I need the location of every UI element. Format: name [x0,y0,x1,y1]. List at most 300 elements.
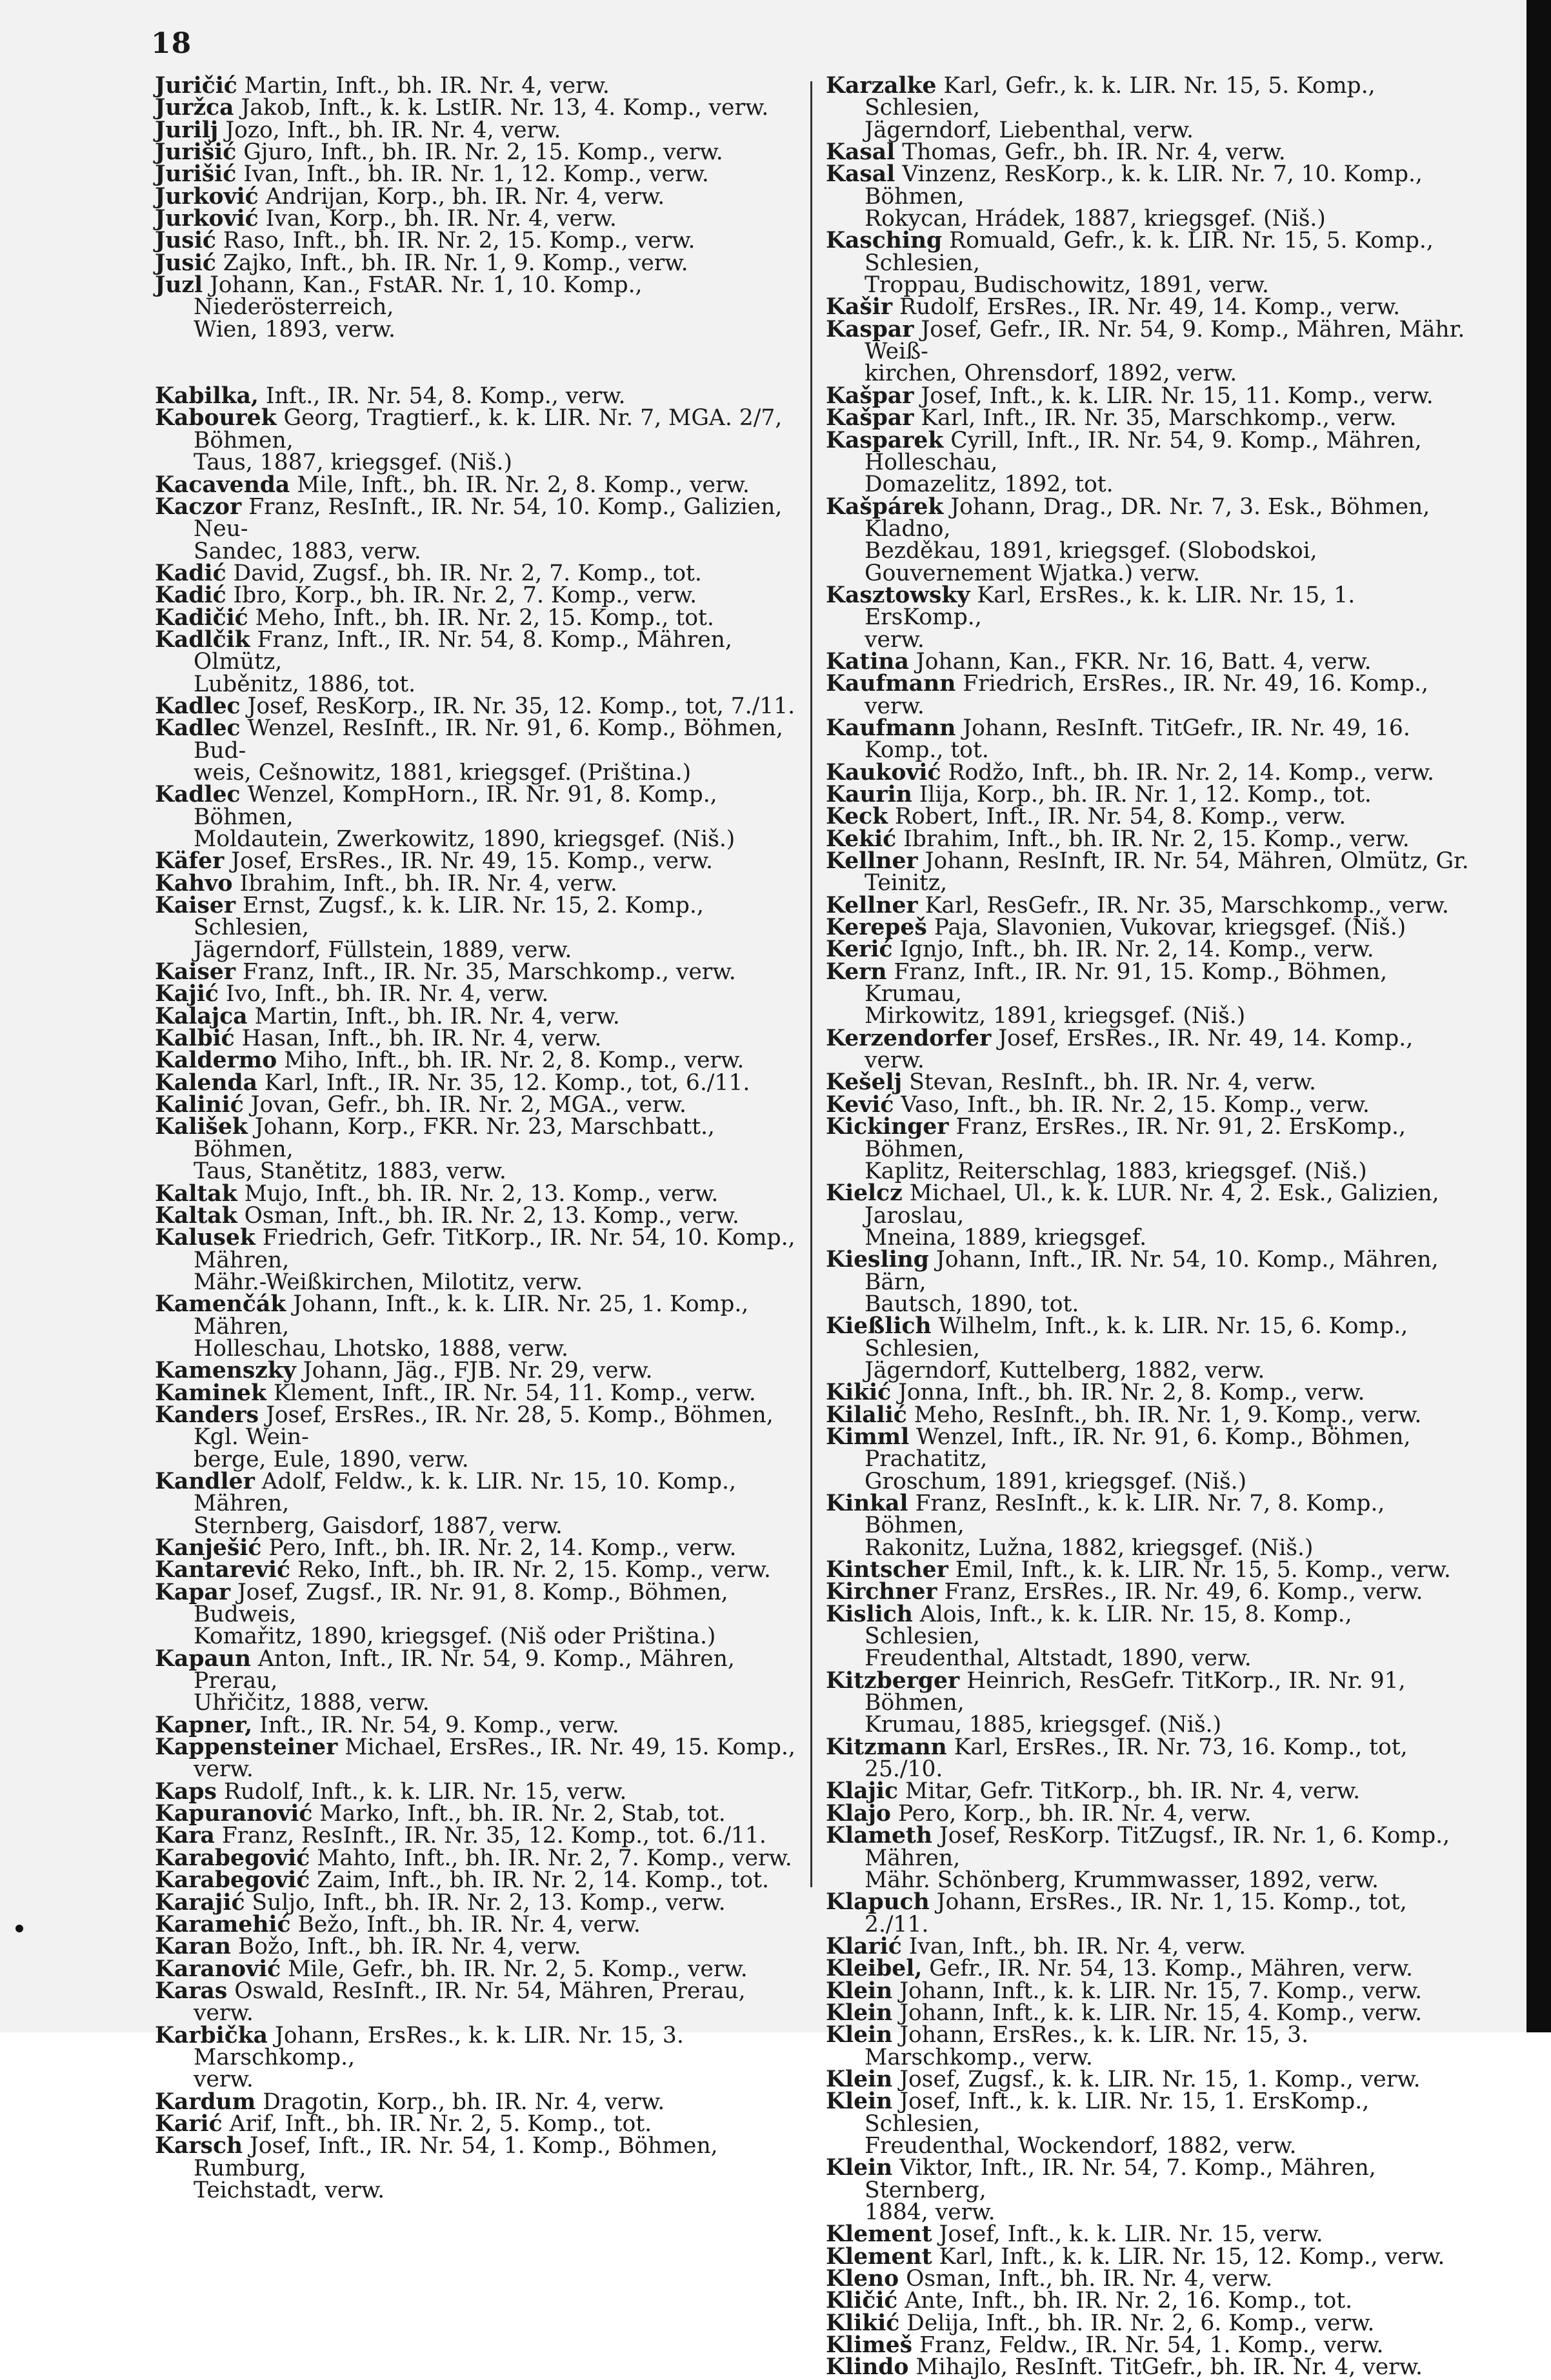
entry-surname: Klikić [826,2310,900,2336]
entry-surname: Karamehić [155,1911,291,1938]
entry-continuation: Domazelitz, 1892, tot. [865,471,1114,498]
list-entry [826,2312,1471,2334]
entry-surname: Kasal [826,139,896,166]
list-entry [826,892,1471,918]
entry-surname: Kević [826,1091,894,1118]
entry-details: Karl, Gefr., k. k. LIR. Nr. 15, 5. Komp., Schlesien, [865,73,1376,121]
entry-surname: Kadić [155,582,226,609]
list-entry [826,1956,1471,1982]
entry-surname: Kiesling [826,1247,929,1273]
entry-surname: Jurilj [155,117,219,143]
entry-details: Mahto, Inft., bh. IR. Nr. 2, 7. Komp., verw. [310,1845,792,1871]
entry-details: Josef, ErsRes., IR. Nr. 28, 5. Komp., Böhmen, Kgl. Wein- [194,1402,774,1451]
entry-continuation: Freudenthal, Altstadt, 1890, verw. [865,1645,1252,1672]
list-entry [826,2268,1471,2290]
entry-continuation: Mähr.-Weißkirchen, Milotitz, verw. [194,1269,583,1295]
list-entry [826,2157,1471,2223]
entry-surname: Kaiser [155,959,235,986]
entry-details: Paja, Slavonien, Vukovar, kriegsgef. (Niš.) [926,915,1406,941]
scan-edge [1526,0,1551,2032]
entry-details: Romuald, Gefr., k. k. LIR. Nr. 15, 5. Komp., Schlesien, [865,228,1434,276]
entry-surname: Kasztowsky [826,582,970,608]
list-entry [155,230,800,252]
list-entry [826,648,1471,675]
entry-details: Osman, Inft., bh. IR. Nr. 4, verw. [899,2266,1273,2292]
list-entry [826,493,1471,586]
entry-surname: Kardum [155,2088,256,2115]
entry-surname: Kamenszky [155,1358,296,1384]
entry-details: Cyrill, Inft., IR. Nr. 54, 9. Komp., Mähren, Holleschau, [865,427,1422,475]
column-divider [810,81,812,1887]
entry-surname: Kadlčik [155,626,250,653]
list-entry [155,562,800,584]
entry-details: Ante, Inft., bh. IR. Nr. 2, 16. Komp., tot. [897,2288,1353,2314]
entry-surname: Kahvo [155,870,233,897]
entry-surname: Jusić [155,250,216,276]
entry-details: Johann, Inft., k. k. LIR. Nr. 15, 7. Komp., verw. [892,1978,1423,2004]
list-entry [155,2022,800,2093]
entry-details: Vinzenz, ResKorp., k. k. LIR. Nr. 7, 10. Komp., Böhmen, [865,161,1423,210]
list-entry [826,1825,1471,1891]
left-column [155,75,800,2201]
list-entry [826,584,1471,651]
list-entry [826,937,1471,963]
entry-details: Wenzel, Inft., IR. Nr. 91, 6. Komp., Böhmen, Prachatitz, [865,1423,1411,1473]
list-entry [826,717,1471,762]
entry-details: Karl, Inft., IR. Nr. 35, 12. Komp., tot, 6./11. [257,1069,750,1096]
entry-details: Josef, ResKorp., IR. Nr. 35, 12. Komp., tot, 7./11. [240,693,796,719]
list-entry [155,1958,800,1980]
entry-continuation: Troppau, Budischowitz, 1891, verw. [865,272,1269,299]
entry-surname: Klimeš [826,2332,913,2359]
list-entry [826,1249,1471,1315]
entry-details: David, Zugsf., bh. IR. Nr. 2, 7. Komp., tot. [226,560,702,586]
list-entry [155,2135,800,2201]
entry-details: Karl, Inft., IR. Nr. 35, Marschkomp., verw. [914,405,1397,431]
entry-details: Martin, Inft., bh. IR. Nr. 4, verw. [237,73,610,99]
entry-surname: Kapuranović [155,1801,313,1827]
list-entry [826,75,1471,141]
entry-surname: Kaminek [155,1380,266,1406]
entry-surname: Juzl [155,272,203,299]
entry-details: Josef, Inft., k. k. LIR. Nr. 15, 1. ErsKomp., Schlesien, [865,2088,1370,2137]
entry-details: Josef, Gefr., IR. Nr. 54, 9. Komp., Mähren, Mähr. Weiß- [865,316,1465,365]
entry-continuation: Luběnitz, 1886, tot. [194,671,416,697]
entry-surname: Kaspar [826,316,914,342]
list-entry [826,1778,1471,1805]
list-entry [826,915,1471,941]
list-entry [826,958,1471,1029]
entry-surname: Jurković [155,206,259,232]
entry-details: Karl, ResGefr., IR. Nr. 35, Marschkomp., verw. [917,892,1449,918]
entry-details: Jakob, Inft., k. k. LstIR. Nr. 13, 4. Komp., verw. [234,95,769,121]
entry-continuation: kirchen, Ohrensdorf, 1892, verw. [865,361,1237,387]
list-entry [826,1069,1471,1096]
entry-surname: Kadlec [155,715,241,742]
list-entry [826,1933,1471,1959]
entry-details: Franz, ResInft., IR. Nr. 35, 12. Komp., tot. 6./11. [214,1823,766,1849]
list-entry [826,1800,1471,1827]
list-entry [155,1559,800,1581]
entry-surname: Klindo [826,2354,909,2380]
entry-continuation: Taus, 1887, kriegsgef. (Niš.) [194,450,512,476]
entry-details: Ivan, Inft., bh. IR. Nr. 1, 12. Komp., verw. [236,161,709,188]
list-entry [155,97,800,119]
entry-surname: Kellner [826,892,918,918]
entry-details: Raso, Inft., bh. IR. Nr. 2, 15. Komp., verw. [215,228,695,254]
list-entry [826,294,1471,321]
list-entry [826,427,1471,498]
list-entry [826,1559,1471,1581]
entry-details: Emil, Inft., k. k. LIR. Nr. 15, 5. Komp., verw. [948,1557,1451,1583]
entry-surname: Jurković [155,183,259,210]
list-entry [155,895,800,961]
entry-continuation: 1884, verw. [865,2199,996,2225]
entry-details: Ilija, Korp., bh. IR. Nr. 1, 12. Komp., tot. [912,782,1372,808]
list-entry [155,870,800,897]
list-entry [155,1778,800,1805]
list-entry [826,407,1471,429]
entry-surname: Kauković [826,759,941,786]
entry-continuation: Bautsch, 1890, tot. [865,1291,1079,1317]
entry-details: Mile, Inft., bh. IR. Nr. 2, 8. Komp., verw. [290,471,750,498]
list-entry [826,1581,1471,1603]
entry-details: Pero, Korp., bh. IR. Nr. 4, verw. [890,1800,1252,1827]
entry-surname: Kalinić [155,1092,244,1118]
list-entry [155,75,800,97]
list-entry [155,2110,800,2137]
entry-details: Johann, ErsRes., k. k. LIR. Nr. 15, 3. Marschkomp., [194,2022,684,2070]
entry-surname: Kellner [826,848,918,875]
entry-details: Ignjo, Inft., bh. IR. Nr. 2, 14. Komp., verw. [892,937,1374,963]
list-entry [155,208,800,230]
entry-surname: Kleno [826,2266,899,2292]
entry-continuation: Jägerndorf, Kuttelberg, 1882, verw. [865,1357,1265,1383]
entry-surname: Klarić [826,1933,902,1959]
entry-surname: Karsch [155,2133,243,2159]
list-entry [155,1736,800,1781]
entry-details: Mihajlo, ResInft. TitGefr., bh. IR. Nr. 4, verw. [908,2354,1423,2380]
entry-surname: Kaiser [155,893,235,919]
entry-details: Ivan, Inft., bh. IR. Nr. 4, verw. [901,1933,1246,1959]
entry-surname: Kabilka, [155,383,259,410]
entry-details: Karl, ErsRes., k. k. LIR. Nr. 15, 1. ErsKomp., [865,582,1356,631]
entry-details: Gefr., IR. Nr. 54, 13. Komp., Mähren, verw. [922,1956,1413,1982]
entry-surname: Kinkal [826,1491,908,1516]
entry-details: Josef, Inft., k. k. LIR. Nr. 15, verw. [932,2221,1323,2248]
list-entry [155,1825,800,1847]
entry-surname: Kara [155,1823,215,1849]
list-entry [155,1227,800,1293]
list-entry [155,1293,800,1360]
entry-continuation: Krumau, 1885, kriegsgef. (Niš.) [865,1712,1222,1738]
entry-surname: Karzalke [826,73,937,99]
list-entry [826,2090,1471,2157]
entry-surname: Kleibel, [826,1956,923,1982]
entry-continuation: Bezděkau, 1891, kriegsgef. (Slobodskoi, Gouvernement Wjatka.) verw. [865,538,1317,586]
list-entry [826,316,1471,387]
list-entry [155,1360,800,1382]
list-entry [155,383,800,410]
entry-surname: Kamenčák [155,1291,286,1318]
list-entry [826,1380,1471,1406]
entry-details: Rodžo, Inft., bh. IR. Nr. 2, 14. Komp., verw. [941,759,1434,786]
entry-surname: Kacavenda [155,471,290,498]
entry-surname: Klement [826,2221,932,2248]
entry-surname: Kislich [826,1601,913,1627]
entry-details: Suljo, Inft., bh. IR. Nr. 2, 13. Komp., verw. [245,1889,726,1916]
entry-details: Klement, Inft., IR. Nr. 54, 11. Komp., verw. [266,1380,756,1406]
entry-surname: Karabegović [155,1845,310,1871]
list-entry [826,1404,1471,1426]
entry-details: Wilhelm, Inft., k. k. LIR. Nr. 15, 6. Komp., Schlesien, [865,1313,1408,1362]
entry-details: Thomas, Gefr., bh. IR. Nr. 4, verw. [895,139,1286,166]
list-entry [155,1645,800,1716]
entry-surname: Karan [155,1934,231,1960]
entry-surname: Kaltak [155,1202,237,1229]
list-entry [155,1094,800,1116]
entry-surname: Kaufmann [826,715,956,741]
entry-surname: Jusić [155,228,216,254]
list-entry [155,1936,800,1958]
list-entry [155,959,800,986]
list-entry [826,2221,1471,2248]
list-entry [155,183,800,210]
entry-surname: Kickinger [826,1114,949,1140]
entry-surname: Kimml [826,1423,910,1450]
list-entry [155,1889,800,1916]
entry-details: Franz, ErsRes., IR. Nr. 49, 6. Komp., verw. [937,1579,1423,1605]
list-entry [155,695,800,717]
entry-details: Mile, Gefr., bh. IR. Nr. 2, 5. Komp., verw. [281,1956,748,1982]
entry-details: Hasan, Inft., bh. IR. Nr. 4, verw. [234,1026,602,1052]
entry-surname: Kitzmann [826,1734,947,1760]
entry-surname: Kabourek [155,405,277,431]
list-entry [826,1603,1471,1670]
list-entry [826,1492,1471,1559]
entry-details: Inft., IR. Nr. 54, 9. Komp., verw. [252,1712,619,1738]
entry-continuation: verw. [194,2067,254,2093]
entry-details: Josef, Inft., k. k. LIR. Nr. 15, 11. Komp., verw. [914,382,1434,409]
list-entry [155,1867,800,1894]
entry-details: Johann, Korp., FKR. Nr. 23, Marschbatt., Böhmen, [194,1114,715,1162]
list-entry [826,1980,1471,2002]
entry-details: Josef, Inft., IR. Nr. 54, 1. Komp., Böhmen, Rumburg, [194,2133,718,2181]
entry-details: Johann, ResInft, IR. Nr. 54, Mähren, Olmütz, Gr. Teinitz, [865,848,1469,897]
entry-surname: Kaps [155,1778,217,1805]
entry-details: Friedrich, ErsRes., IR. Nr. 49, 16. Komp., verw. [865,671,1428,719]
list-entry [155,1980,800,2025]
entry-surname: Kantarević [155,1557,290,1583]
list-entry [155,1537,800,1559]
entry-details: Johann, Kan., FKR. Nr. 16, Batt. 4, verw. [908,648,1372,675]
entry-surname: Karas [155,1978,228,2004]
entry-continuation: Mähr. Schönberg, Krummwasser, 1892, verw. [865,1867,1379,1893]
entry-surname: Keck [826,804,888,830]
list-entry [155,626,800,697]
entry-continuation: Wien, 1893, verw. [194,316,395,342]
list-entry [826,1891,1471,1936]
entry-surname: Klein [826,2088,893,2115]
entry-surname: Katina [826,648,909,675]
entry-details: Franz, ErsRes., IR. Nr. 91, 2. ErsKomp., Böhmen, [865,1114,1406,1162]
entry-details: Josef, Zugsf., k. k. LIR. Nr. 15, 1. Komp., verw. [892,2066,1421,2092]
entry-surname: Kajić [155,981,219,1007]
list-entry [155,119,800,141]
entry-details: Ivo, Inft., bh. IR. Nr. 4, verw. [218,981,549,1007]
entry-details: Zaim, Inft., bh. IR. Nr. 2, 14. Komp., tot. [310,1867,769,1894]
right-column [826,75,1471,2379]
entry-surname: Kalusek [155,1225,255,1251]
entry-surname: Kasal [826,161,896,188]
entry-continuation: Teichstadt, verw. [194,2177,385,2203]
entry-details: Wenzel, ResInft., IR. Nr. 91, 6. Komp., Böhmen, Bud- [194,715,783,764]
list-entry [826,1667,1471,1738]
list-entry [155,1404,800,1471]
entry-details: Delija, Inft., bh. IR. Nr. 2, 6. Komp., verw. [899,2310,1375,2336]
entry-details: Johann, Inft., IR. Nr. 54, 10. Komp., Mähren, Bärn, [865,1247,1439,1295]
list-entry [155,717,800,784]
list-entry [155,471,800,498]
entry-surname: Kerić [826,937,893,963]
entry-details: Dragotin, Korp., bh. IR. Nr. 4, verw. [255,2088,665,2115]
entry-details: Ernst, Zugsf., k. k. LIR. Nr. 15, 2. Komp., Schlesien, [194,893,704,941]
entry-details: Franz, ResInft., IR. Nr. 54, 10. Komp., Galizien, Neu- [194,493,783,542]
entry-details: Ivan, Korp., bh. IR. Nr. 4, verw. [258,206,617,232]
entry-continuation: Freudenthal, Wockendorf, 1882, verw. [865,2132,1297,2159]
list-entry [155,1382,800,1404]
entry-details: Zajko, Inft., bh. IR. Nr. 1, 9. Komp., verw. [215,250,688,276]
list-entry [826,2068,1471,2090]
entry-surname: Kaldermo [155,1047,277,1074]
entry-details: Alois, Inft., k. k. LIR. Nr. 15, 8. Komp., Schlesien, [865,1601,1352,1650]
entry-surname: Kadić [155,560,226,586]
list-entry [826,1182,1471,1249]
list-entry [826,784,1471,806]
entry-details: Vaso, Inft., bh. IR. Nr. 2, 15. Komp., verw. [894,1091,1370,1118]
entry-surname: Kašpárek [826,493,944,520]
section-gap [155,341,800,385]
entry-details: Robert, Inft., IR. Nr. 54, 8. Komp., verw. [888,804,1346,830]
list-entry [826,228,1471,299]
list-entry [155,1468,800,1539]
entry-surname: Juržca [155,95,234,121]
entry-continuation: Sandec, 1883, verw. [194,538,421,564]
list-entry [155,1202,800,1229]
list-entry [826,2356,1471,2378]
entry-surname: Klapuch [826,1889,930,1916]
list-entry [826,673,1471,717]
entry-surname: Kekić [826,826,897,852]
entry-details: Johann, ResInft. TitGefr., IR. Nr. 49, 16. Komp., tot. [865,715,1410,764]
entry-details: Adolf, Feldw., k. k. LIR. Nr. 15, 10. Komp., Mähren, [194,1468,736,1517]
list-entry [826,1116,1471,1182]
list-entry [155,274,800,341]
entry-continuation: Sternberg, Gaisdorf, 1887, verw. [194,1512,563,1539]
list-entry [155,1579,800,1650]
entry-details: Josef, ErsRes., IR. Nr. 49, 15. Komp., verw. [224,848,713,875]
entry-continuation: Groschum, 1891, kriegsgef. (Niš.) [865,1468,1247,1494]
entry-details: Andrijan, Korp., bh. IR. Nr. 4, verw. [258,183,665,210]
entry-surname: Klement [826,2243,932,2270]
list-entry [155,139,800,166]
entry-surname: Kanješić [155,1535,262,1561]
entry-surname: Jurišić [155,161,237,188]
entry-details: Oswald, ResInft., IR. Nr. 54, Mähren, Prerau, verw. [194,1978,746,2027]
entry-details: Franz, Inft., IR. Nr. 35, Marschkomp., verw. [235,959,736,986]
entry-details: Josef, ResKorp. TitZugsf., IR. Nr. 1, 6. Komp., Mähren, [865,1823,1450,1871]
page-number: 18 [151,27,192,60]
list-entry [155,848,800,875]
entry-surname: Kaufmann [826,671,956,697]
list-entry [155,1847,800,1869]
entry-details: Johann, Inft., k. k. LIR. Nr. 25, 1. Komp., Mähren, [194,1291,749,1340]
entry-surname: Kerepeš [826,915,927,941]
entry-surname: Juričić [155,73,237,99]
entry-details: Ibrahim, Inft., bh. IR. Nr. 4, verw. [232,870,617,897]
list-entry [155,604,800,631]
list-entry [155,983,800,1005]
list-entry [826,2024,1471,2068]
entry-surname: Kalajca [155,1003,248,1029]
entry-details: Heinrich, ResGefr. TitKorp., IR. Nr. 91, Böhmen, [865,1667,1406,1716]
entry-continuation: Jägerndorf, Liebenthal, verw. [865,117,1194,143]
entry-surname: Karbička [155,2022,268,2048]
entry-surname: Kličić [826,2288,898,2314]
list-entry [826,806,1471,828]
entry-surname: Klein [826,2022,893,2048]
list-entry [826,2290,1471,2312]
entry-details: Božo, Inft., bh. IR. Nr. 4, verw. [230,1934,581,1960]
list-entry [826,1315,1471,1382]
list-entry [155,1047,800,1074]
list-entry [155,493,800,564]
list-entry [826,382,1471,409]
list-entry [155,582,800,609]
list-entry [155,1003,800,1029]
entry-continuation: berge, Eule, 1890, verw. [194,1446,469,1473]
list-entry [155,161,800,188]
list-entry [155,252,800,274]
entry-surname: Kintscher [826,1557,948,1583]
entry-details: Franz, Inft., IR. Nr. 54, 8. Komp., Mähren, Olmütz, [194,626,732,675]
entry-surname: Kitzberger [826,1667,960,1694]
entry-details: Jovan, Gefr., bh. IR. Nr. 2, MGA., verw. [243,1092,686,1118]
list-entry [826,2243,1471,2270]
entry-details: Osman, Inft., bh. IR. Nr. 2, 13. Komp., verw. [237,1202,739,1229]
entry-details: Michael, ErsRes., IR. Nr. 49, 15. Komp., verw. [194,1734,796,1783]
entry-surname: Klein [826,2155,893,2181]
entry-surname: Kašpar [826,382,914,409]
entry-surname: Kaltak [155,1180,237,1207]
entry-surname: Kanders [155,1402,259,1428]
list-entry [155,1803,800,1825]
entry-details: Ibrahim, Inft., bh. IR. Nr. 2, 15. Komp., verw. [896,826,1410,852]
entry-surname: Klajic [826,1778,899,1805]
entry-details: Mitar, Gefr. TitKorp., bh. IR. Nr. 4, verw. [898,1778,1361,1805]
entry-details: Ibro, Korp., bh. IR. Nr. 2, 7. Komp., verw. [226,582,697,609]
list-entry [826,759,1471,786]
entry-continuation: Kaplitz, Reiterschlag, 1883, kriegsgef. (Niš.) [865,1158,1367,1184]
entry-continuation: Rokycan, Hrádek, 1887, kriegsgef. (Niš.) [865,206,1326,232]
list-entry [155,1911,800,1938]
entry-surname: Kasparek [826,427,944,453]
list-entry [155,2088,800,2115]
entry-surname: Kirchner [826,1579,937,1605]
list-entry [826,850,1471,895]
entry-details: Marko, Inft., bh. IR. Nr. 2, Stab, tot. [312,1801,726,1827]
entry-details: Johann, ErsRes., k. k. LIR. Nr. 15, 3. Marschkomp., verw. [865,2022,1309,2070]
